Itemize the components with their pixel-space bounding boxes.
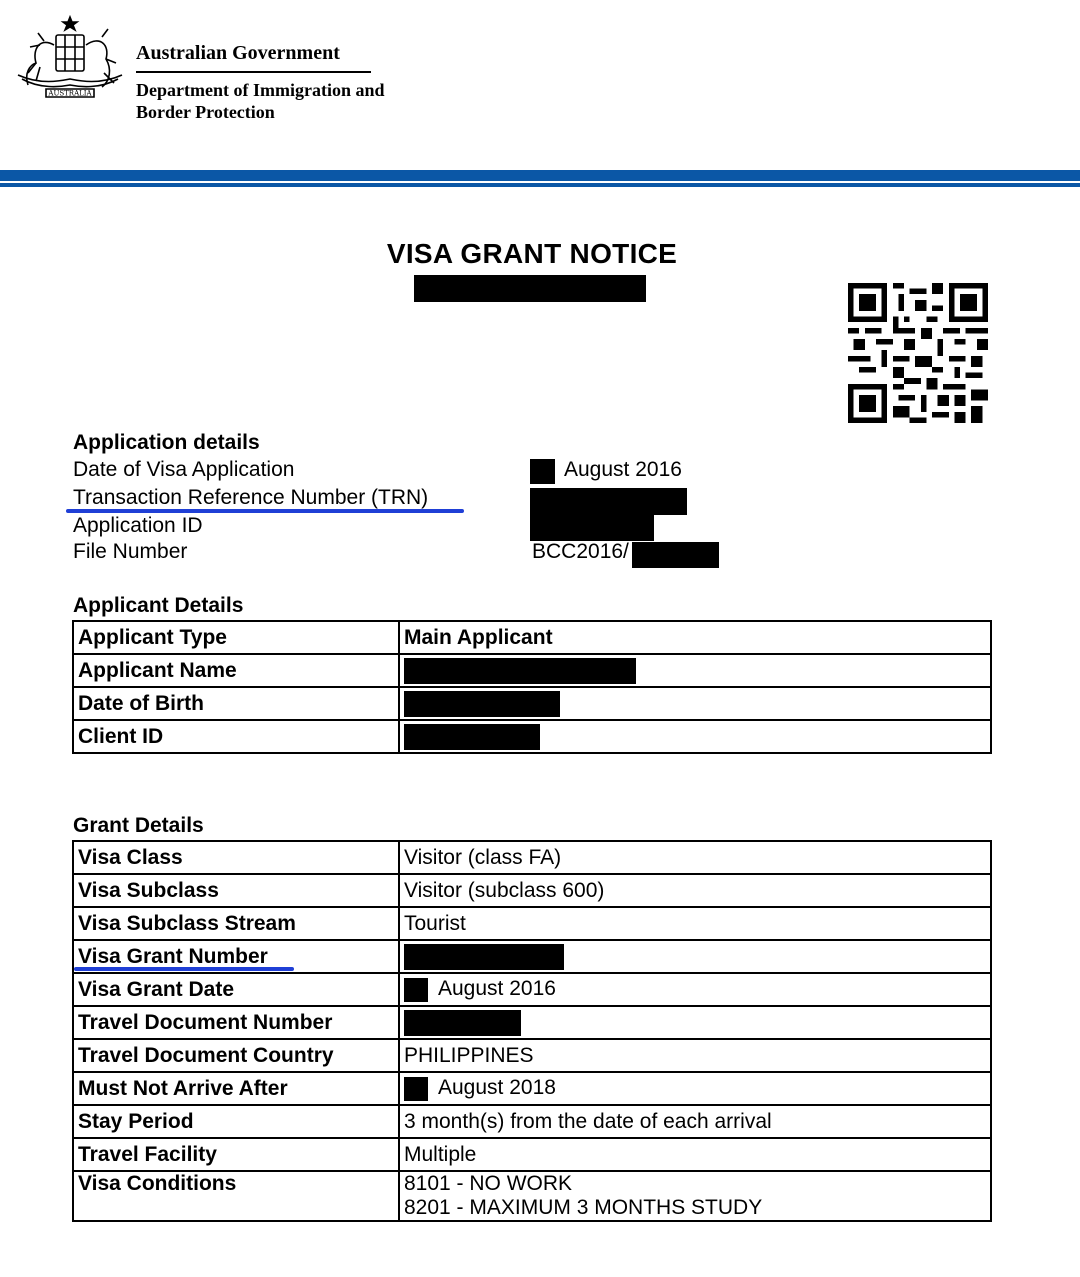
- redacted-block: [632, 542, 719, 568]
- table-row: [73, 1171, 991, 1221]
- travel-facility-value: Multiple: [399, 1138, 991, 1171]
- table-row: [73, 841, 991, 874]
- svg-text:AUSTRALIA: AUSTRALIA: [48, 89, 92, 98]
- redacted-block: [404, 658, 636, 684]
- department-name: Department of Immigration and Border Protection: [136, 80, 385, 122]
- table-row: [73, 720, 991, 753]
- redacted-block: [414, 275, 646, 302]
- application-details-heading: Application details: [73, 431, 260, 454]
- file-number-label: File Number: [73, 540, 188, 563]
- applicant-name-label: Applicant Name: [73, 654, 399, 687]
- table-row: [73, 1138, 991, 1171]
- visa-class-value: Visitor (class FA): [399, 841, 991, 874]
- visa-grant-date-cell: [399, 973, 991, 1006]
- date-of-visa-application-label: Date of Visa Application: [73, 458, 295, 481]
- visa-grant-number-value: [399, 940, 991, 973]
- redacted-block: [404, 691, 560, 717]
- stay-period-label: Stay Period: [73, 1105, 399, 1138]
- redacted-block: [530, 488, 687, 515]
- redacted-block: [404, 724, 540, 750]
- visa-class-label: Visa Class: [73, 841, 399, 874]
- visa-subclass-label: Visa Subclass: [73, 874, 399, 907]
- must-not-arrive-after-label: Must Not Arrive After: [73, 1072, 399, 1105]
- applicant-name-value: [399, 654, 991, 687]
- table-row: [73, 1006, 991, 1039]
- client-id-value: [399, 720, 991, 753]
- visa-grant-date-label: Visa Grant Date: [73, 973, 399, 1006]
- travel-facility-label: Travel Facility: [73, 1138, 399, 1171]
- table-row: [73, 1072, 991, 1105]
- table-row: [73, 973, 991, 1006]
- header-band: [0, 170, 1080, 181]
- trn-highlight-underline: [66, 509, 464, 513]
- page-header: [0, 0, 1080, 175]
- table-row: [73, 621, 991, 654]
- table-row: [73, 1039, 991, 1072]
- must-not-arrive-after-cell: [399, 1072, 991, 1105]
- travel-document-number-value: [399, 1006, 991, 1039]
- date-of-birth-value: [399, 687, 991, 720]
- header-divider: [136, 71, 371, 73]
- visa-conditions-value: [399, 1171, 991, 1221]
- visa-subclass-stream-value: Tourist: [399, 907, 991, 940]
- redacted-block: [530, 459, 555, 484]
- table-row: [73, 687, 991, 720]
- redacted-block: [404, 978, 428, 1002]
- qr-code-icon: [848, 283, 988, 423]
- file-number-value: BCC2016/: [532, 540, 629, 563]
- coat-of-arms-icon: [10, 15, 128, 105]
- visa-conditions-label: Visa Conditions: [73, 1171, 399, 1221]
- table-row: [73, 907, 991, 940]
- redacted-block: [530, 513, 654, 541]
- applicant-details-table: [72, 620, 992, 754]
- travel-document-country-label: Travel Document Country: [73, 1039, 399, 1072]
- applicant-type-value: Main Applicant: [399, 621, 991, 654]
- client-id-label: Client ID: [73, 720, 399, 753]
- notice-title: VISA GRANT NOTICE: [386, 238, 678, 269]
- redacted-block: [404, 944, 564, 970]
- table-row: [73, 874, 991, 907]
- must-not-arrive-after-value: August 2018: [438, 1076, 556, 1100]
- application-id-label: Application ID: [73, 514, 203, 537]
- header-band-thin: [0, 183, 1080, 187]
- grant-details-heading: Grant Details: [73, 814, 204, 837]
- visa-subclass-value: Visitor (subclass 600): [399, 874, 991, 907]
- stay-period-value: 3 month(s) from the date of each arrival: [399, 1105, 991, 1138]
- travel-document-country-value: PHILIPPINES: [399, 1039, 991, 1072]
- applicant-details-heading: Applicant Details: [73, 594, 244, 617]
- trn-label: Transaction Reference Number (TRN): [73, 486, 429, 509]
- date-of-birth-label: Date of Birth: [73, 687, 399, 720]
- government-name: Australian Government: [136, 42, 340, 64]
- table-row: [73, 1105, 991, 1138]
- visa-subclass-stream-label: Visa Subclass Stream: [73, 907, 399, 940]
- visa-grant-number-label: Visa Grant Number: [73, 940, 399, 973]
- travel-document-number-label: Travel Document Number: [73, 1006, 399, 1039]
- grant-details-table: [72, 840, 992, 1222]
- visa-condition-8101: 8101 - NO WORK: [404, 1172, 573, 1195]
- redacted-block: [404, 1010, 521, 1036]
- visa-grant-date-value: August 2016: [438, 977, 556, 1001]
- date-of-visa-application-value: August 2016: [564, 458, 682, 481]
- visa-condition-8201: 8201 - MAXIMUM 3 MONTHS STUDY: [404, 1196, 763, 1219]
- visa-grant-number-highlight-underline: [74, 967, 294, 971]
- redacted-block: [404, 1077, 428, 1101]
- applicant-type-label: Applicant Type: [73, 621, 399, 654]
- table-row: [73, 654, 991, 687]
